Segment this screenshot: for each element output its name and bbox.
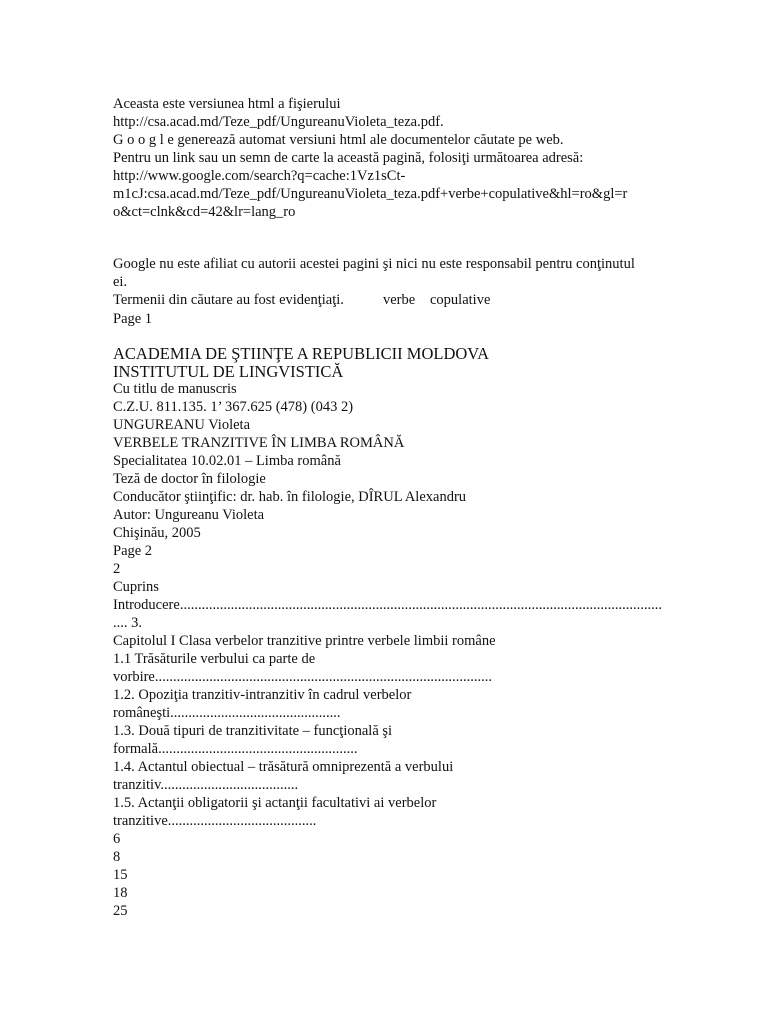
thesis-title: VERBELE TRANZITIVE ÎN LIMBA ROMÂNĂ: [113, 435, 405, 451]
cache-url-link[interactable]: o&ct=clnk&cd=42&lr=lang_ro: [113, 204, 296, 220]
disclaimer-line: ei.: [113, 274, 128, 290]
toc-entry-intro-page: .... 3.: [113, 615, 142, 631]
cache-notice-line: Pentru un link sau un semn de carte la această pagină, folosiţi următoarea adresă:: [113, 150, 584, 166]
cache-url-link[interactable]: http://www.google.com/search?q=cache:1Vz1sCt-: [113, 168, 406, 184]
search-term-highlight: verbe: [383, 292, 416, 308]
toc-entry[interactable]: 1.2. Opoziţia tranzitiv-intranzitiv în cadrul verbelor: [113, 687, 412, 703]
specialty: Specialitatea 10.02.01 – Limba română: [113, 453, 341, 469]
cache-notice-line: G o o g l e generează automat versiuni html ale documentelor căutate pe web.: [113, 132, 564, 148]
advisor: Conducător ştiinţific: dr. hab. în filologie, DÎRUL Alexandru: [113, 489, 467, 505]
page-number: 2: [113, 561, 121, 577]
page-marker: Page 2: [113, 543, 153, 559]
cache-notice-line: Aceasta este versiunea html a fişierului: [113, 96, 341, 112]
toc-entry[interactable]: 1.3. Două tipuri de tranzitivitate – funcţională şi: [113, 723, 393, 739]
academy-heading: ACADEMIA DE ŞTIINŢE A REPUBLICII MOLDOVA: [113, 344, 489, 363]
toc-page-number: 25: [113, 903, 128, 919]
toc-heading: Cuprins: [113, 579, 159, 595]
toc-entry[interactable]: 1.5. Actanţii obligatorii şi actanţii facultativi ai verbelor: [113, 795, 437, 811]
search-term-highlight: copulative: [430, 292, 491, 308]
place-year: Chişinău, 2005: [113, 525, 201, 541]
author-name: UNGUREANU Violeta: [113, 417, 250, 433]
udc-code: C.Z.U. 811.135. 1’ 367.625 (478) (043 2): [113, 399, 354, 415]
degree: Teză de doctor în filologie: [113, 471, 266, 487]
toc-entry[interactable]: româneşti...............................................: [113, 705, 341, 721]
institute-heading: INSTITUTUL DE LINGVISTICĂ: [113, 362, 344, 381]
toc-entry[interactable]: tranzitiv......................................: [113, 777, 299, 793]
toc-entry[interactable]: 1.4. Actantul obiectual – trăsătură omniprezentă a verbului: [113, 759, 454, 775]
toc-page-number: 15: [113, 867, 128, 883]
toc-entry[interactable]: 1.1 Trăsăturile verbului ca parte de: [113, 651, 316, 667]
toc-page-number: 8: [113, 849, 121, 865]
toc-chapter-1[interactable]: Capitolul I Clasa verbelor tranzitive printre verbele limbii române: [113, 633, 496, 649]
disclaimer-line: Google nu este afiliat cu autorii acestei pagini şi nici nu este responsabil pentru conţinutul: [113, 256, 635, 272]
toc-entry[interactable]: vorbire.............................................................................................: [113, 669, 492, 685]
search-terms-label: Termenii din căutare au fost evidenţiaţi.: [113, 292, 344, 308]
toc-page-number: 18: [113, 885, 128, 901]
source-link[interactable]: http://csa.acad.md/Teze_pdf/UngureanuVioleta_teza.pdf.: [113, 114, 444, 130]
page-marker: Page 1: [113, 311, 153, 327]
toc-page-number: 6: [113, 831, 121, 847]
cache-url-link[interactable]: m1cJ:csa.acad.md/Teze_pdf/UngureanuVioleta_teza.pdf+verbe+copulative&hl=ro&gl=r: [113, 186, 628, 202]
author: Autor: Ungureanu Violeta: [113, 507, 265, 523]
toc-entry-intro[interactable]: Introducere.....................................................................................................................................: [113, 597, 662, 613]
manuscript-note: Cu titlu de manuscris: [113, 381, 237, 397]
toc-entry[interactable]: formală.......................................................: [113, 741, 358, 757]
toc-entry[interactable]: tranzitive.........................................: [113, 813, 317, 829]
